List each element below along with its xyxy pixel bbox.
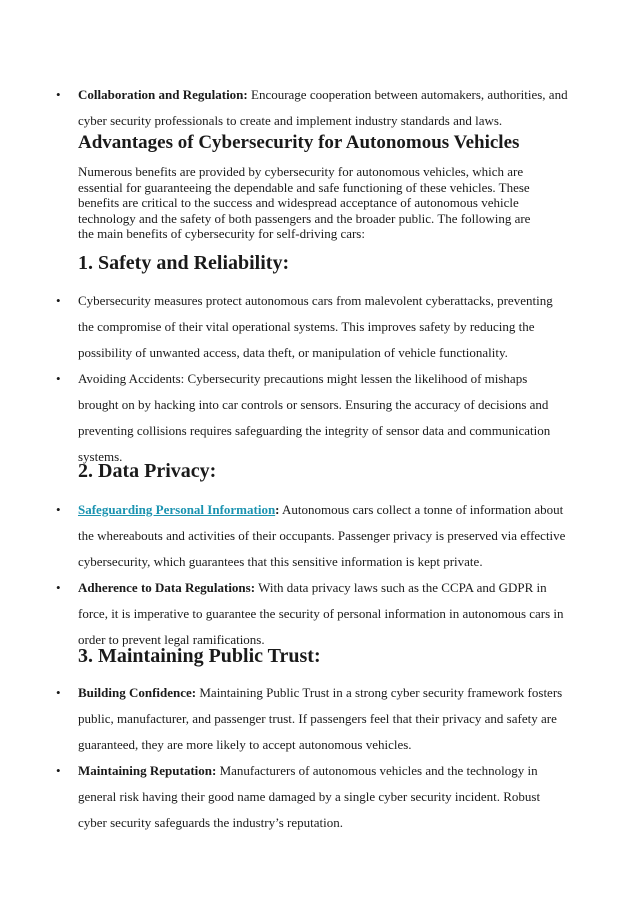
bullet-icon: •: [56, 763, 61, 778]
bullet-text: Maintaining Public Trust in a strong cyber security framework fosters public, manufacturer, and passenger trust. If passengers feel that their privacy and safety are guaranteed, they are more likely to accept autonomous vehicles.: [78, 685, 563, 752]
main-heading: Advantages of Cybersecurity for Autonomous Vehicles: [78, 132, 520, 153]
bullet-bold-label: Maintaining Reputation:: [78, 763, 217, 778]
section-heading-safety: 1. Safety and Reliability:: [78, 252, 290, 274]
section-heading-privacy: 2. Data Privacy:: [78, 460, 217, 482]
bullet-text: With data privacy laws such as the CCPA and GDPR in force, it is imperative to guarantee the security of personal information in autonomous cars in order to prevent legal ramifications.: [78, 580, 564, 647]
bullet-icon: •: [56, 502, 61, 517]
bullet-bold-label: Building Confidence:: [78, 685, 197, 700]
list-item: [0, 497, 568, 575]
section-trust-list: [0, 680, 638, 836]
bullet-icon: •: [56, 371, 61, 386]
bullet-text: Manufacturers of autonomous vehicles and the technology in general risk having their good name damaged by a single cyber security incident. Robust cyber security safeguards the industry’s reputation.: [78, 763, 541, 830]
bullet-icon: •: [56, 685, 61, 700]
list-item: [0, 758, 568, 836]
top-bullet-list: [0, 82, 638, 134]
section-heading-public-trust: 3. Maintaining Public Trust:: [78, 645, 321, 667]
list-item: [0, 680, 568, 758]
bullet-bold-label: Adherence to Data Regulations:: [78, 580, 256, 595]
list-item: [0, 366, 568, 470]
section-privacy-list: [0, 497, 638, 653]
list-item: [0, 82, 568, 134]
bullet-bold-label: Collaboration and Regulation:: [78, 87, 248, 102]
bullet-icon: •: [56, 87, 61, 102]
bullet-colon: :: [275, 502, 280, 517]
section-safety-list: [0, 288, 638, 470]
bullet-text: Autonomous cars collect a tonne of information about the whereabouts and activities of their occupants. Passenger privacy is preserved via effective cybersecurity, which guarantees that this sensitive information is kept private.: [78, 502, 566, 569]
intro-paragraph: Numerous benefits are provided by cybersecurity for autonomous vehicles, which are essential for guaranteeing the dependable and safe functioning of these vehicles. These benefits are critical to the success and widespread acceptance of autonomous vehicle technology and the safety of both passengers and the broader public. The following are the main benefits of cybersecurity for self-driving cars:: [78, 164, 531, 241]
bullet-icon: •: [56, 580, 61, 595]
safeguarding-personal-information-link[interactable]: Safeguarding Personal Information: [78, 502, 276, 517]
bullet-icon: •: [56, 293, 61, 308]
bullet-text: Cybersecurity measures protect autonomous cars from malevolent cyberattacks, preventing the compromise of their vital operational systems. This improves safety by reducing the possibility of unwanted access, data theft, or manipulation of vehicle functionality.: [78, 293, 553, 360]
bullet-text: Encourage cooperation between automakers, authorities, and cyber security professionals to create and implement industry standards and laws.: [78, 87, 568, 128]
list-item: [0, 288, 568, 366]
bullet-text: Avoiding Accidents: Cybersecurity precautions might lessen the likelihood of mishaps brought on by hacking into car controls or sensors. Ensuring the accuracy of decisions and preventing collisions requires safeguarding the integrity of sensor data and communication systems.: [78, 371, 551, 464]
list-item: [0, 575, 568, 653]
